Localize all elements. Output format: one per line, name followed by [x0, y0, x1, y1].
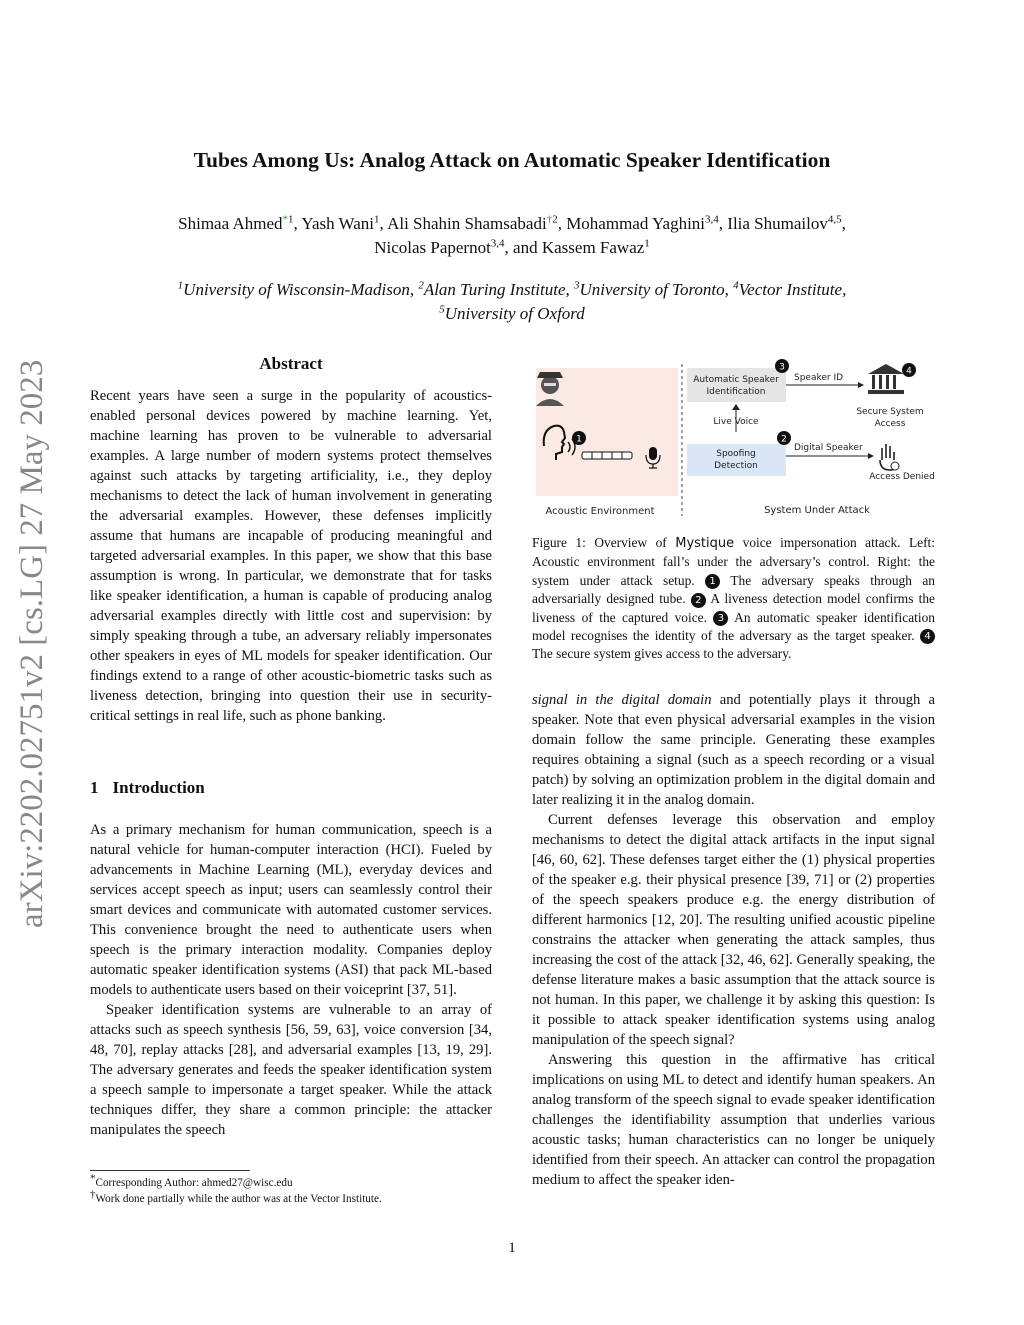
affiliation-list: $^1$University of Wisconsin-Madison, $^2$Alan Turing Institute, $^3$University of Toronto, $^4$Vector Institute, $^5$University of Oxford [177, 279, 847, 323]
section-title: Introduction [112, 778, 205, 797]
tube-icon [582, 452, 632, 459]
footnote-text: Corresponding Author: ahmed27@wisc.edu [95, 1177, 293, 1189]
right-paragraph-1-lead: signal in the digital domain [532, 692, 712, 708]
hand-stop-icon [880, 444, 899, 470]
caption-system-name: Mystique [675, 536, 735, 551]
caption-marker-2: 2 [691, 593, 706, 608]
affiliation: University of Toronto [579, 280, 725, 299]
author-affil-sup: 1 [644, 237, 650, 250]
author-affil-sup: 2 [552, 213, 558, 226]
affil-num: 2 [418, 279, 424, 292]
author: Shimaa Ahmed [178, 214, 283, 233]
footnote-2 [90, 1188, 492, 1207]
right-paragraph-2: Current defenses leverage this observation and employ mechanisms to detect the digital attack artifacts in the input signal [46, 60, 62]. These defenses target either the (1) physical properties of the speaker e.g. their physical presence [39, 71] or (2) properties of the speech speakers produce e.g. the energy distribution of different harmonics [12, 20]. The resulting unified acoustic pipeline constrains the attacker when generating the attack samples, thus increasing the cost of the attack [32, 46, 62]. Generally speaking, the defense literature makes a basic assumption that the attack source is not human. In this paper, we challenge it by asking this question: Is it possible to attack speaker identification systems using analog manipulation of the speech signal? [532, 812, 935, 1048]
author-affil-sup: 4,5 [827, 213, 842, 226]
intro-column [90, 820, 492, 1140]
caption-intro: voice impersonation attack. Left: Acoustic environment fall’s under the adversary’s control. Right: the system under attack setup. [532, 535, 935, 588]
live-voice-label: Live Voice [713, 417, 759, 427]
intro-paragraph-2: Speaker identification systems are vulnerable to an array of attacks such as speech synthesis [56, 59, 63], voice conversion [34, 48, 70], replay attacks [28], and adversarial examples [13, 19, 29]. The adversary generates and feeds the speaker identification system a speech sample to impersonate a target speaker. While the attack techniques differ, they share a common principle: the attacker manipulates the speech [90, 1002, 492, 1138]
affiliation: Vector Institute [738, 280, 843, 299]
author-affil-sup: 1 [288, 213, 294, 226]
footnote-mark: † [90, 1188, 96, 1201]
abstract-paragraph: Recent years have seen a surge in the popularity of acoustics-enabled personal devices powered by machine learning. Yet, machine learning has proven to be vulnerable to adversarial examples. A large number of modern systems protect themselves against such attacks by targeting artificiality, i.e., they deploy mechanisms to detect the lack of human involvement in generating the adversarial examples. However, these defenses implicitly assume that humans are incapable of producing meaningful and targeted adversarial examples. In this paper, we show that this base assumption is wrong. In particular, we demonstrate that for tasks like speaker identification, a human is capable of producing analog adversarial examples directly with little cost and supervision: by simply speaking through a tube, an adversary reliably impersonates other speakers in eyes of ML models for speaker identification. Our findings extend to a range of other acoustic-biometric tasks such as liveness detection, bringing into question their use in security-critical settings in real life, such as phone banking. [90, 388, 492, 724]
right-paragraph-1 [532, 690, 935, 810]
caption-marker-1: 1 [705, 574, 720, 589]
caption-step-3: An automatic speaker identification model recognises the identity of the adversary as the target speaker. [532, 609, 935, 644]
author: Ali Shahin Shamsabadi [387, 214, 547, 233]
acoustic-env-label: Acoustic Environment [545, 506, 655, 517]
affiliation: University of Oxford [444, 304, 585, 323]
marker-1-label: 1 [576, 434, 582, 445]
affil-num: 4 [733, 279, 739, 292]
marker-3-label: 3 [779, 362, 785, 373]
digital-speaker-arrowhead [868, 453, 874, 459]
caption-marker-3: 3 [713, 611, 728, 626]
author-mark: * [282, 213, 288, 226]
affil-num: 1 [177, 279, 184, 292]
live-voice-arrowhead [732, 404, 740, 410]
author: Yash Wani [301, 214, 375, 233]
author-affil-sup: 3,4 [705, 213, 719, 226]
author: Kassem Fawaz [541, 238, 645, 257]
caption-label: Figure 1: Overview of [532, 535, 667, 550]
page-number: 1 [508, 1240, 516, 1256]
figure-caption [532, 534, 935, 664]
footnote-text: Work done partially while the author was at the Vector Institute. [95, 1193, 382, 1205]
author: Mohammad Yaghini [566, 214, 706, 233]
figure-1 [532, 356, 937, 524]
arxiv-stamp: arXiv:2202.02751v2 [cs.LG] 27 May 2023 [14, 359, 50, 928]
abstract-heading: Abstract [259, 354, 323, 373]
section-number: 1 [90, 778, 99, 797]
section-heading [90, 778, 219, 798]
access-denied-label: Access Denied [869, 472, 935, 482]
marker-4-label: 4 [906, 366, 912, 377]
footnote-1 [90, 1172, 492, 1191]
intro-paragraph-1: As a primary mechanism for human communication, speech is a natural vehicle for human-computer interaction (HCI). Fueled by advancements in Machine Learning (ML), everyday devices and services accept speech as input; users can seamlessly control their smart devices and communicate with automated customer services. This convenience brought the need to authenticate users when speech is the primary interaction modality. Companies deploy automatic speaker identification systems (ASI) that pack ML-based models to authenticate users based on their voiceprint [37, 51]. [90, 822, 492, 998]
affiliation: University of Wisconsin-Madison [183, 280, 410, 299]
digital-speaker-label: Digital Speaker [794, 443, 863, 453]
right-paragraph-1-body: and potentially plays it through a speaker. Note that even physical adversarial examples in the vision domain follow the same principle. Generating these examples requires obtaining a signal (such as a speech recording or a visual patch) by solving an optimization problem in the digital domain and later realizing it in the analog domain. [532, 692, 935, 808]
footnote-rule [90, 1170, 250, 1171]
spoofing-label: Spoofing Detection [714, 449, 758, 471]
abstract-text [90, 386, 492, 726]
system-attack-label: System Under Attack [764, 505, 870, 516]
right-paragraph-3: Answering this question in the affirmative has critical implications on using ML to detect and identify human speakers. An analog transform of the speech signal to evade speaker identification challenges the identifiability assumption that underlies various acoustic tasks; human characteristics can no longer be uniquely identified from their speech. An attacker can control the propagation medium to affect the speaker iden- [532, 1052, 935, 1188]
bank-icon [868, 364, 904, 394]
paper-title: Tubes Among Us: Analog Attack on Automatic Speaker Identification [193, 148, 831, 172]
author-list: Shimaa Ahmed$^{*1}$, Yash Wani$^1$, Ali Shahin Shamsabadi$^{\dagger 2}$, Mohammad Yaghini$^{3,4}$, Ilia Shumailov$^{4,5}$, Nicolas Papernot$^{3,4}$, and Kassem Fawaz$^1$ [178, 213, 846, 257]
marker-2-label: 2 [781, 434, 787, 445]
author-affil-sup: 1 [374, 213, 380, 226]
caption-step-1: The adversary speaks through an adversarially designed tube. [532, 572, 936, 607]
speaker-id-label: Speaker ID [794, 373, 844, 383]
speaker-id-arrowhead [858, 382, 864, 388]
affil-num: 5 [439, 303, 445, 316]
affil-num: 3 [574, 279, 580, 292]
author: Ilia Shumailov [727, 214, 828, 233]
caption-step-2: A liveness detection model confirms the liveness of the captured voice. [532, 591, 935, 625]
affiliation: Alan Turing Institute [423, 280, 566, 299]
author-affil-sup: 3,4 [490, 237, 505, 250]
footnote-mark: * [90, 1172, 96, 1185]
author-mark: † [546, 213, 553, 226]
author: Nicolas Papernot [374, 238, 491, 257]
caption-marker-4: 4 [920, 629, 935, 644]
caption-step-4: The secure system gives access to the adversary. [532, 646, 792, 662]
secure-access-label: Secure System Access [856, 407, 924, 429]
right-column [532, 690, 935, 1190]
asi-label-1: Automatic Speaker Identification [693, 375, 779, 397]
